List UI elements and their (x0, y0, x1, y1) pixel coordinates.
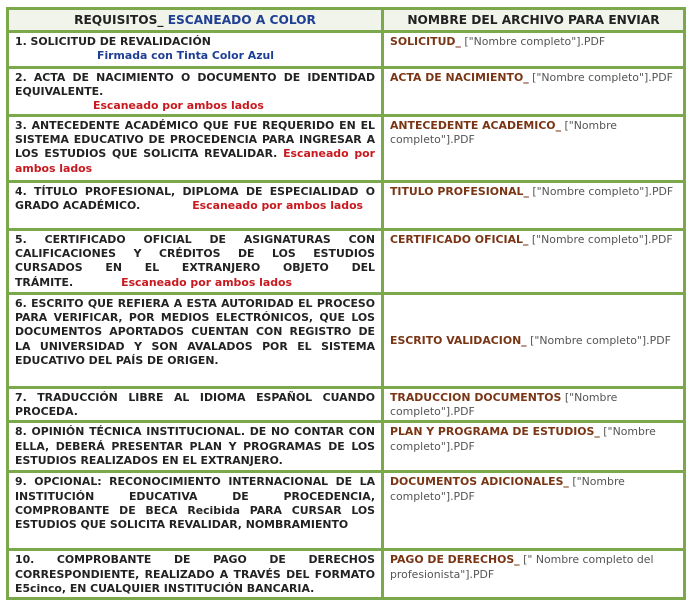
requirement-text: 2. ACTA DE NACIMIENTO O DOCUMENTO DE IDENTIDAD EQUIVALENTE. (15, 71, 375, 99)
requirement-text: 1. SOLICITUD DE REVALIDACIÓN (15, 35, 211, 48)
table-row (8, 388, 685, 422)
file-name-rest: ["Nombre completo"].PDF (528, 185, 674, 199)
file-name-prefix: TITULO PROFESIONAL_ (390, 185, 529, 199)
file-name-prefix: ACTA DE NACIMIENTO_ (390, 71, 529, 84)
table-row (8, 116, 685, 182)
table-row (8, 472, 685, 550)
table-row (8, 68, 685, 116)
file-name-rest: ["Nombre completo"].PDF (390, 391, 618, 419)
requirement-cell (8, 294, 383, 388)
table-row (8, 294, 685, 388)
file-name-cell (383, 32, 685, 68)
requirement-cell (8, 68, 383, 116)
requirements-table-container (6, 7, 683, 597)
requirement-cell (8, 388, 383, 422)
header-requisitos-highlight: ESCANEADO A COLOR (167, 13, 316, 27)
requirement-text: 5. CERTIFICADO OFICIAL DE ASIGNATURAS CON CALIFICACIONES Y CRÉDITOS DE LOS ESTUDIOS CURSADOS EN EL EXTRANJERO OBJETO DEL TRÁMITE. (15, 233, 375, 289)
file-name-rest: ["Nombre completo"].PDF (528, 71, 673, 84)
requirement-text: 8. OPINIÓN TÉCNICA INSTITUCIONAL. DE NO CONTAR CON ELLA, DEBERÁ PRESENTAR PLAN Y PROGRAMAS DE LOS ESTUDIOS REALIZADOS EN EL EXTRANJERO. (15, 425, 375, 467)
file-name-prefix: ESCRITO VALIDACION_ (390, 334, 527, 348)
file-name-prefix: TRADUCCION DOCUMENTOS (390, 391, 562, 405)
file-name-cell (383, 422, 685, 472)
requirement-note: Escaneado por ambos lados (93, 99, 264, 113)
file-name-prefix: ANTECEDENTE ACADEMICO_ (390, 119, 562, 133)
table-row (8, 32, 685, 68)
file-name-rest: ["Nombre completo"].PDF (390, 475, 625, 503)
header-requisitos-prefix: REQUISITOS_ (74, 13, 168, 27)
file-name-prefix: SOLICITUD_ (390, 35, 461, 48)
file-name-cell (383, 388, 685, 422)
table-row (8, 230, 685, 294)
file-name-cell (383, 472, 685, 550)
file-name-rest: [" Nombre completo del profesionista"].PDF (390, 553, 654, 581)
requirement-cell (8, 550, 383, 598)
file-name-prefix: DOCUMENTOS ADICIONALES_ (390, 475, 569, 489)
requirement-cell (8, 230, 383, 294)
file-name-rest: ["Nombre completo"].PDF (528, 233, 673, 247)
requirement-text: 9. OPCIONAL: RECONOCIMIENTO INTERNACIONAL DE LA INSTITUCIÓN EDUCATIVA DE PROCEDENCIA, COMPROBANTE DE BECA Recibida PARA CURSAR LOS ESTUDIOS QUE SOLICITA REVALIDAR, NOMBRAMIENTO (15, 475, 375, 531)
requirement-cell (8, 116, 383, 182)
file-name-cell (383, 116, 685, 182)
table-header-row (8, 9, 685, 32)
file-name-rest: ["Nombre completo"].PDF (526, 334, 671, 348)
table-row (8, 550, 685, 598)
requirement-text: 6. ESCRITO QUE REFIERA A ESTA AUTORIDAD EL PROCESO PARA VERIFICAR, POR MEDIOS ELECTRÓNICOS, QUE LOS DOCUMENTOS APORTADOS CUENTAN CON REGISTRO DE LA UNIVERSIDAD Y SON AVALADOS POR EL SISTEMA EDUCATIVO DEL PAÍS DE ORIGEN. (15, 297, 375, 367)
requirement-text: 3. ANTECEDENTE ACADÉMICO QUE FUE REQUERIDO EN EL SISTEMA EDUCATIVO DE PROCEDENCIA PARA INGRESAR A LOS ESTUDIOS QUE SOLICITA REVALIDAR. (15, 119, 375, 161)
file-name-prefix: PAGO DE DERECHOS_ (390, 553, 520, 567)
file-name-cell (383, 68, 685, 116)
requirement-note: Escaneado por ambos lados (15, 147, 375, 175)
requirements-table (6, 7, 686, 600)
requirement-cell (8, 422, 383, 472)
requirement-text: 4. TÍTULO PROFESIONAL, DIPLOMA DE ESPECIALIDAD O GRADO ACADÉMICO. (15, 185, 375, 213)
requirement-note: Escaneado por ambos lados (121, 275, 292, 289)
table-row (8, 422, 685, 472)
requirement-cell (8, 472, 383, 550)
file-name-prefix: CERTIFICADO OFICIAL_ (390, 233, 529, 247)
requirement-text: 7. TRADUCCIÓN LIBRE AL IDIOMA ESPAÑOL CUANDO PROCEDA. (15, 391, 375, 419)
file-name-cell (383, 182, 685, 230)
header-nombre-archivo: NOMBRE DEL ARCHIVO PARA ENVIAR (383, 9, 685, 32)
file-name-rest: ["Nombre completo"].PDF (460, 35, 606, 48)
file-name-cell (383, 230, 685, 294)
file-name-rest: ["Nombre completo"].PDF (390, 119, 618, 147)
requirement-note: Firmada con Tinta Color Azul (97, 49, 275, 63)
requirement-cell (8, 182, 383, 230)
table-row (8, 182, 685, 230)
header-requisitos (8, 9, 383, 32)
requirement-text: 10. COMPROBANTE DE PAGO DE DERECHOS CORRESPONDIENTE, REALIZADO A TRAVÉS DEL FORMATO E5cinco, EN CUALQUIER INSTITUCIÓN BANCARIA. (15, 553, 375, 595)
file-name-cell (383, 294, 685, 388)
requirement-cell (8, 32, 383, 68)
file-name-prefix: PLAN Y PROGRAMA DE ESTUDIOS_ (390, 425, 600, 439)
file-name-rest: ["Nombre completo"].PDF (390, 425, 656, 453)
file-name-cell (383, 550, 685, 598)
requirement-note: Escaneado por ambos lados (192, 199, 364, 213)
